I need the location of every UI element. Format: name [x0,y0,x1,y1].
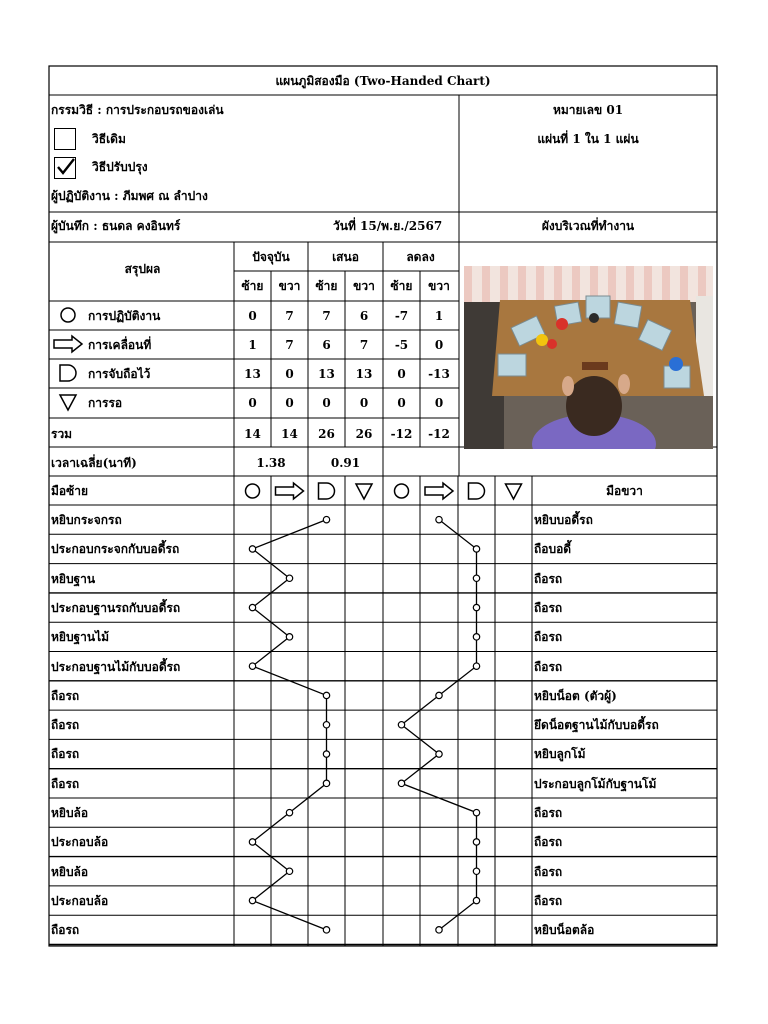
left-hand-step: ประกอบล้อ [51,835,109,850]
summary-row-label: การรอ [88,396,123,410]
summary-total-cell: 14 [281,427,298,441]
transport-arrow-icon [54,336,82,352]
summary-cell: 0 [322,396,331,410]
left-hand-step: ถือรถ [51,688,80,703]
left-hand-point [323,692,329,698]
summary-cell: 0 [397,396,406,410]
reduced-left-header: ซ้าย [390,279,413,293]
right-hand-point [436,692,442,698]
photo-right-hand [618,374,630,394]
right-hand-header: มือขวา [606,484,643,498]
hold-d-icon [319,483,335,499]
right-hand-point [398,780,404,786]
left-hand-point [249,663,255,669]
left-hand-point [323,516,329,522]
right-hand-step: ยึดน็อตฐานไม้กับบอดี้รถ [534,718,659,733]
reduced-right-header: ขวา [428,279,450,293]
sheet-number: แผ่นที่ 1 ใน 1 แผ่น [537,132,639,146]
photo-red-parts [556,318,568,330]
right-hand-step: ถือรถ [534,600,563,615]
summary-cell: 1 [434,309,444,323]
summary-total-cell: 14 [244,427,261,441]
group-proposed: เสนอ [332,250,359,264]
right-hand-step: ถือบอดี้ [534,542,572,557]
summary-header: สรุปผล [124,262,161,276]
right-hand-point [473,663,479,669]
left-hand-point [323,780,329,786]
photo-blind-stripe [680,266,688,302]
right-hand-path [402,520,477,930]
left-hand-point [249,897,255,903]
checkmark-icon [55,157,75,177]
left-hand-step: ถือรถ [51,923,80,938]
proposed-left-header: ซ้าย [315,279,338,293]
delay-triangle-icon [506,484,522,499]
old-method-checkbox[interactable] [54,128,76,150]
photo-parts-bin [586,296,610,318]
right-hand-point [436,751,442,757]
summary-total-cell: -12 [428,427,450,441]
summary-row-label: การจับถือไว้ [88,367,151,381]
right-hand-point [473,839,479,845]
total-label: รวม [51,427,73,441]
photo-blind-stripe [626,266,634,302]
recorder-label: ผู้บันทึก : ธนดล คงอินทร์ [51,219,181,233]
summary-cell: 0 [285,396,294,410]
left-hand-point [323,927,329,933]
left-hand-point [249,604,255,610]
photo-blind-stripe [644,266,652,302]
left-hand-point [323,722,329,728]
left-hand-step: หยิบล้อ [51,864,89,879]
right-hand-step: ถือรถ [534,659,563,674]
photo-blind-stripe [518,266,526,302]
photo-blind-stripe [554,266,562,302]
left-hand-step: ประกอบฐานรถกับบอดี้รถ [51,600,181,615]
improved-method-checkbox[interactable] [54,157,76,179]
delay-triangle-icon [356,484,372,499]
right-hand-point [436,927,442,933]
current-right-header: ขวา [278,279,301,293]
chart-title: แผนภูมิสองมือ (Two-Handed Chart) [275,74,491,88]
left-hand-point [286,868,292,874]
summary-cell: 7 [285,338,294,352]
left-hand-point [323,751,329,757]
photo-wood-block [582,362,608,370]
workstation-photo [464,266,713,449]
right-hand-step: ถือรถ [534,864,563,879]
photo-blind-stripe [482,266,490,302]
summary-cell: 13 [318,367,335,381]
summary-cell: 0 [248,396,257,410]
photo-yellow-parts [536,334,548,346]
left-hand-step: ประกอบกระจกกับบอดี้รถ [51,542,180,557]
right-hand-step: หยิบน็อต (ตัวผู้) [534,688,617,703]
summary-cell: 0 [285,367,294,381]
left-hand-step: ประกอบล้อ [51,893,109,908]
right-hand-point [473,604,479,610]
right-hand-point [473,575,479,581]
summary-row-label: การเคลื่อนที่ [88,338,152,352]
summary-cell: 7 [322,309,331,323]
average-time-proposed: 0.91 [330,456,361,470]
left-hand-point [286,809,292,815]
summary-row-label: การปฏิบัติงาน [88,309,161,323]
photo-blue-parts [669,357,683,371]
left-hand-header: มือซ้าย [51,484,89,498]
method-label: กรรมวิธี : การประกอบรถของเล่น [51,103,224,117]
operator-label: ผู้ปฏิบัติงาน : ภีมพศ ณ ลำปาง [51,189,208,203]
photo-blind-stripe [536,266,544,302]
left-hand-point [249,839,255,845]
summary-total-cell: 26 [318,427,335,441]
transport-arrow-icon [276,483,304,499]
summary-cell: 7 [285,309,294,323]
right-hand-point [436,516,442,522]
photo-red-parts [547,339,557,349]
summary-cell: 13 [244,367,261,381]
summary-total-cell: 26 [355,427,373,441]
hold-d-icon [469,483,485,499]
right-hand-point [473,546,479,552]
summary-cell: 0 [397,367,406,381]
right-hand-step: ถือรถ [534,630,563,645]
document-number: หมายเลข 01 [552,103,624,117]
right-hand-step: หยิบน็อตล้อ [534,923,595,938]
operation-circle-icon [61,308,75,322]
proposed-right-header: ขวา [353,279,375,293]
right-hand-step: ถือรถ [534,571,563,586]
right-hand-point [473,809,479,815]
right-hand-point [473,897,479,903]
summary-cell: 7 [359,338,369,352]
delay-triangle-icon [60,395,76,410]
summary-cell: 0 [359,396,369,410]
left-hand-point [249,546,255,552]
photo-parts-bin [614,302,641,328]
right-hand-point [473,634,479,640]
photo-parts-bin [498,354,526,376]
summary-cell: -7 [394,309,409,323]
right-hand-step: หยิบบอดี้รถ [534,513,593,527]
group-reduced: ลดลง [406,250,435,264]
right-hand-step: ประกอบลูกโม้กับฐานโม้ [534,776,657,791]
old-method-label: วิธีเดิม [92,132,126,146]
left-hand-point [286,634,292,640]
right-hand-point [398,722,404,728]
left-hand-step: ถือรถ [51,776,80,791]
operation-circle-icon [395,484,409,498]
left-hand-point [286,575,292,581]
right-hand-step: ถือรถ [534,893,563,908]
summary-cell: 0 [248,309,257,323]
right-hand-step: ถือรถ [534,806,563,820]
summary-cell: -13 [428,367,450,381]
photo-black-parts [589,313,599,323]
average-time-label: เวลาเฉลี่ย(นาที) [51,456,137,470]
left-hand-step: ถือรถ [51,718,80,733]
left-hand-step: ประกอบฐานไม้กับบอดี้รถ [51,659,181,674]
date-label: วันที่ 15/พ.ย./2567 [333,219,443,233]
improved-method-label: วิธีปรับปรุง [92,160,148,174]
photo-left-hand [562,376,574,396]
group-current: ปัจจุบัน [252,250,290,264]
transport-arrow-icon [425,483,453,499]
workplace-layout-label: ผังบริเวณที่ทำงาน [541,219,635,233]
left-hand-step: หยิบกระจกรถ [51,513,122,527]
summary-cell: -5 [394,338,409,352]
photo-blind-stripe [464,266,472,302]
summary-cell: 0 [434,396,444,410]
left-hand-step: หยิบฐาน [51,571,96,586]
photo-head [566,376,622,436]
left-hand-step: หยิบล้อ [51,806,89,820]
right-hand-step: ถือรถ [534,835,563,850]
current-left-header: ซ้าย [241,279,264,293]
right-hand-point [473,868,479,874]
average-time-current: 1.38 [256,456,286,470]
summary-cell: 1 [248,338,257,352]
photo-blind-stripe [572,266,580,302]
summary-cell: 0 [434,338,444,352]
summary-cell: 6 [359,309,369,323]
hold-d-icon [60,365,76,381]
left-hand-step: ถือรถ [51,747,80,762]
left-hand-step: หยิบฐานไม้ [51,630,110,645]
right-hand-step: หยิบลูกโม้ [534,747,586,762]
photo-blind-stripe [500,266,508,302]
operation-circle-icon [246,484,260,498]
summary-cell: 13 [355,367,373,381]
summary-cell: 6 [322,338,331,352]
photo-blind-stripe [662,266,670,302]
summary-total-cell: -12 [390,427,413,441]
